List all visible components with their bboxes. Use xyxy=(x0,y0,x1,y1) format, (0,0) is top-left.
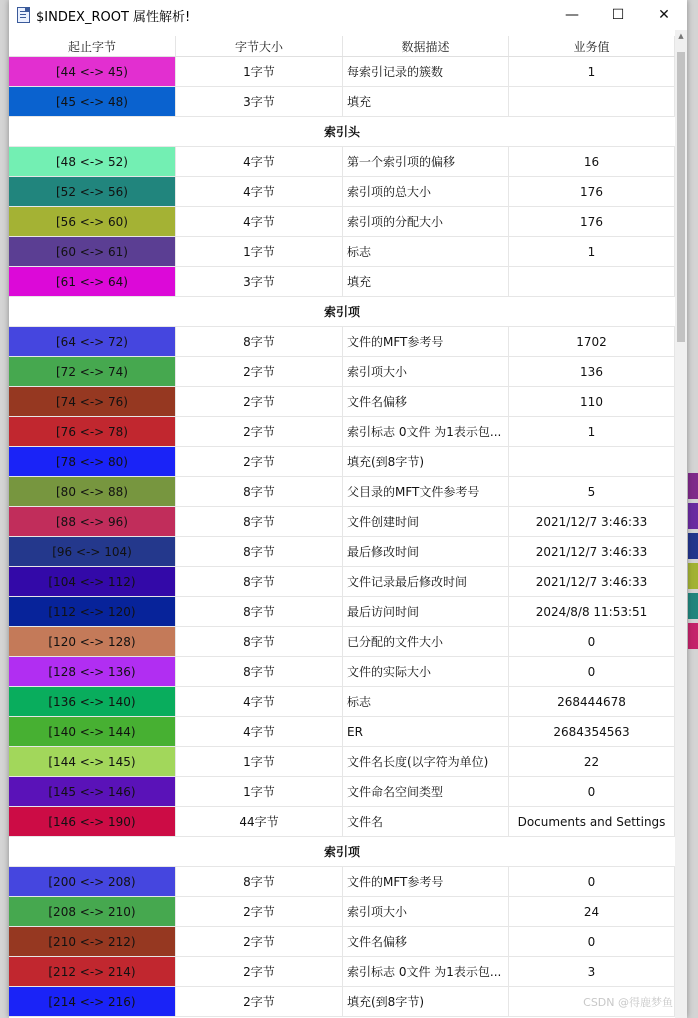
table-row[interactable] xyxy=(9,927,675,957)
maximize-button[interactable]: ☐ xyxy=(611,7,625,23)
byte-range-cell: [78 <-> 80) xyxy=(9,447,176,476)
description-cell: 索引标志 0文件 为1表示包... xyxy=(343,417,509,446)
value-cell: 110 xyxy=(509,387,675,416)
background-swatch xyxy=(688,533,698,559)
table-row[interactable] xyxy=(9,777,675,807)
table-row[interactable] xyxy=(9,327,675,357)
index-root-dialog xyxy=(9,0,687,1018)
watermark: CSDN @得鹿梦鱼 xyxy=(583,996,673,1009)
byte-size-cell: 2字节 xyxy=(176,447,343,476)
byte-size-cell: 8字节 xyxy=(176,537,343,566)
byte-range-cell: [80 <-> 88) xyxy=(9,477,176,506)
byte-size-cell: 8字节 xyxy=(176,327,343,356)
byte-size-cell: 8字节 xyxy=(176,567,343,596)
byte-range-cell: [88 <-> 96) xyxy=(9,507,176,536)
minimize-button[interactable]: — xyxy=(565,7,579,23)
table-row[interactable] xyxy=(9,267,675,297)
description-cell: 标志 xyxy=(343,687,509,716)
byte-range-cell: [61 <-> 64) xyxy=(9,267,176,296)
table-body xyxy=(9,57,675,1017)
scrollbar-thumb[interactable] xyxy=(677,52,685,342)
byte-range-cell: [74 <-> 76) xyxy=(9,387,176,416)
byte-size-cell: 2字节 xyxy=(176,387,343,416)
table-row[interactable] xyxy=(9,687,675,717)
table-row[interactable] xyxy=(9,207,675,237)
table-row[interactable] xyxy=(9,747,675,777)
description-cell: 每索引记录的簇数 xyxy=(343,57,509,86)
byte-range-cell: [144 <-> 145) xyxy=(9,747,176,776)
value-cell xyxy=(509,267,675,296)
table-row[interactable] xyxy=(9,657,675,687)
background-swatch xyxy=(688,563,698,589)
description-cell: 填充(到8字节) xyxy=(343,987,509,1016)
description-cell: 已分配的文件大小 xyxy=(343,627,509,656)
byte-size-cell: 44字节 xyxy=(176,807,343,836)
value-cell: 136 xyxy=(509,357,675,386)
value-cell: 1 xyxy=(509,237,675,266)
byte-size-cell: 8字节 xyxy=(176,507,343,536)
description-cell: 文件名 xyxy=(343,807,509,836)
byte-size-cell: 8字节 xyxy=(176,627,343,656)
description-cell: 最后修改时间 xyxy=(343,537,509,566)
value-cell: 2021/12/7 3:46:33 xyxy=(509,567,675,596)
description-cell: 索引项大小 xyxy=(343,357,509,386)
description-cell: 填充 xyxy=(343,87,509,116)
value-cell: 2684354563 xyxy=(509,717,675,746)
description-cell: 填充 xyxy=(343,267,509,296)
table-row[interactable] xyxy=(9,177,675,207)
section-header: 索引头 xyxy=(9,117,675,147)
byte-range-cell: [120 <-> 128) xyxy=(9,627,176,656)
description-cell: 文件的实际大小 xyxy=(343,657,509,686)
table-row[interactable] xyxy=(9,237,675,267)
byte-range-cell: [45 <-> 48) xyxy=(9,87,176,116)
value-cell: 22 xyxy=(509,747,675,776)
byte-size-cell: 1字节 xyxy=(176,747,343,776)
background-swatch xyxy=(688,473,698,499)
description-cell: 文件名长度(以字符为单位) xyxy=(343,747,509,776)
byte-size-cell: 4字节 xyxy=(176,147,343,176)
value-cell: 2021/12/7 3:46:33 xyxy=(509,507,675,536)
column-header-size[interactable]: 字节大小 xyxy=(176,36,343,56)
description-cell: 文件的MFT参考号 xyxy=(343,327,509,356)
table-row[interactable] xyxy=(9,567,675,597)
byte-range-cell: [112 <-> 120) xyxy=(9,597,176,626)
byte-range-cell: [208 <-> 210) xyxy=(9,897,176,926)
table-row[interactable] xyxy=(9,987,675,1017)
byte-size-cell: 2字节 xyxy=(176,897,343,926)
description-cell: 索引项大小 xyxy=(343,897,509,926)
section-header: 索引项 xyxy=(9,297,675,327)
table-row[interactable] xyxy=(9,357,675,387)
value-cell: 24 xyxy=(509,897,675,926)
byte-range-cell: [104 <-> 112) xyxy=(9,567,176,596)
byte-size-cell: 2字节 xyxy=(176,987,343,1016)
description-cell: 最后访问时间 xyxy=(343,597,509,626)
byte-range-cell: [60 <-> 61) xyxy=(9,237,176,266)
value-cell: 176 xyxy=(509,177,675,206)
byte-size-cell: 1字节 xyxy=(176,237,343,266)
value-cell: 16 xyxy=(509,147,675,176)
value-cell: 0 xyxy=(509,927,675,956)
byte-range-cell: [136 <-> 140) xyxy=(9,687,176,716)
value-cell: 0 xyxy=(509,777,675,806)
byte-range-cell: [44 <-> 45) xyxy=(9,57,176,86)
byte-size-cell: 1字节 xyxy=(176,777,343,806)
description-cell: 文件创建时间 xyxy=(343,507,509,536)
table-row[interactable] xyxy=(9,957,675,987)
value-cell: 268444678 xyxy=(509,687,675,716)
byte-range-cell: [214 <-> 216) xyxy=(9,987,176,1016)
byte-range-cell: [96 <-> 104) xyxy=(9,537,176,566)
value-cell: 5 xyxy=(509,477,675,506)
description-cell: 第一个索引项的偏移 xyxy=(343,147,509,176)
table-row[interactable] xyxy=(9,627,675,657)
description-cell: 文件的MFT参考号 xyxy=(343,867,509,896)
byte-range-cell: [210 <-> 212) xyxy=(9,927,176,956)
close-button[interactable]: ✕ xyxy=(658,7,670,23)
byte-size-cell: 2字节 xyxy=(176,357,343,386)
byte-size-cell: 8字节 xyxy=(176,477,343,506)
background-swatch xyxy=(688,623,698,649)
value-cell: 1 xyxy=(509,417,675,446)
table-row[interactable] xyxy=(9,477,675,507)
byte-size-cell: 1字节 xyxy=(176,57,343,86)
byte-range-cell: [56 <-> 60) xyxy=(9,207,176,236)
table-row[interactable] xyxy=(9,597,675,627)
description-cell: 文件名偏移 xyxy=(343,387,509,416)
byte-range-cell: [212 <-> 214) xyxy=(9,957,176,986)
description-cell: ER xyxy=(343,717,509,746)
value-cell: 3 xyxy=(509,957,675,986)
value-cell: 0 xyxy=(509,627,675,656)
description-cell: 索引项的分配大小 xyxy=(343,207,509,236)
table-row[interactable] xyxy=(9,87,675,117)
byte-size-cell: 8字节 xyxy=(176,867,343,896)
title-bar[interactable] xyxy=(9,0,687,30)
description-cell: 父目录的MFT文件参考号 xyxy=(343,477,509,506)
table-row[interactable] xyxy=(9,507,675,537)
description-cell: 文件名偏移 xyxy=(343,927,509,956)
table-row[interactable] xyxy=(9,867,675,897)
table-row[interactable] xyxy=(9,897,675,927)
table-row[interactable] xyxy=(9,717,675,747)
column-header-range[interactable]: 起止字节 xyxy=(9,36,176,56)
value-cell: 2024/8/8 11:53:51 xyxy=(509,597,675,626)
section-header: 索引项 xyxy=(9,837,675,867)
vertical-scrollbar[interactable] xyxy=(675,30,687,1018)
byte-range-cell: [64 <-> 72) xyxy=(9,327,176,356)
value-cell: 0 xyxy=(509,867,675,896)
byte-range-cell: [76 <-> 78) xyxy=(9,417,176,446)
description-cell: 文件命名空间类型 xyxy=(343,777,509,806)
byte-size-cell: 4字节 xyxy=(176,177,343,206)
description-cell: 填充(到8字节) xyxy=(343,447,509,476)
description-cell: 索引标志 0文件 为1表示包... xyxy=(343,957,509,986)
byte-size-cell: 4字节 xyxy=(176,687,343,716)
table-row[interactable] xyxy=(9,57,675,87)
background-swatch xyxy=(688,593,698,619)
document-icon xyxy=(16,7,30,23)
attribute-table xyxy=(9,36,675,1017)
table-row[interactable] xyxy=(9,147,675,177)
byte-range-cell: [145 <-> 146) xyxy=(9,777,176,806)
table-row[interactable] xyxy=(9,447,675,477)
byte-range-cell: [200 <-> 208) xyxy=(9,867,176,896)
table-row[interactable] xyxy=(9,417,675,447)
byte-size-cell: 8字节 xyxy=(176,657,343,686)
column-header-description[interactable]: 数据描述 xyxy=(343,36,509,56)
byte-size-cell: 3字节 xyxy=(176,87,343,116)
value-cell: 176 xyxy=(509,207,675,236)
column-header-value[interactable]: 业务值 xyxy=(509,36,675,56)
table-row[interactable] xyxy=(9,387,675,417)
table-row[interactable] xyxy=(9,537,675,567)
background-swatch xyxy=(688,503,698,529)
byte-size-cell: 2字节 xyxy=(176,957,343,986)
description-cell: 标志 xyxy=(343,237,509,266)
byte-range-cell: [52 <-> 56) xyxy=(9,177,176,206)
value-cell: 1702 xyxy=(509,327,675,356)
value-cell: Documents and Settings xyxy=(509,807,675,836)
window-title: $INDEX_ROOT 属性解析! xyxy=(36,9,191,25)
value-cell: 0 xyxy=(509,657,675,686)
table-row[interactable] xyxy=(9,807,675,837)
description-cell: 索引项的总大小 xyxy=(343,177,509,206)
byte-size-cell: 8字节 xyxy=(176,597,343,626)
byte-size-cell: 4字节 xyxy=(176,207,343,236)
description-cell: 文件记录最后修改时间 xyxy=(343,567,509,596)
table-header xyxy=(9,36,675,57)
value-cell: 2021/12/7 3:46:33 xyxy=(509,537,675,566)
byte-size-cell: 2字节 xyxy=(176,417,343,446)
value-cell xyxy=(509,447,675,476)
byte-range-cell: [146 <-> 190) xyxy=(9,807,176,836)
byte-size-cell: 3字节 xyxy=(176,267,343,296)
byte-range-cell: [140 <-> 144) xyxy=(9,717,176,746)
byte-range-cell: [48 <-> 52) xyxy=(9,147,176,176)
value-cell xyxy=(509,87,675,116)
value-cell: 1 xyxy=(509,57,675,86)
byte-size-cell: 2字节 xyxy=(176,927,343,956)
byte-size-cell: 4字节 xyxy=(176,717,343,746)
scroll-up-icon[interactable]: ▲ xyxy=(678,32,684,40)
byte-range-cell: [72 <-> 74) xyxy=(9,357,176,386)
byte-range-cell: [128 <-> 136) xyxy=(9,657,176,686)
